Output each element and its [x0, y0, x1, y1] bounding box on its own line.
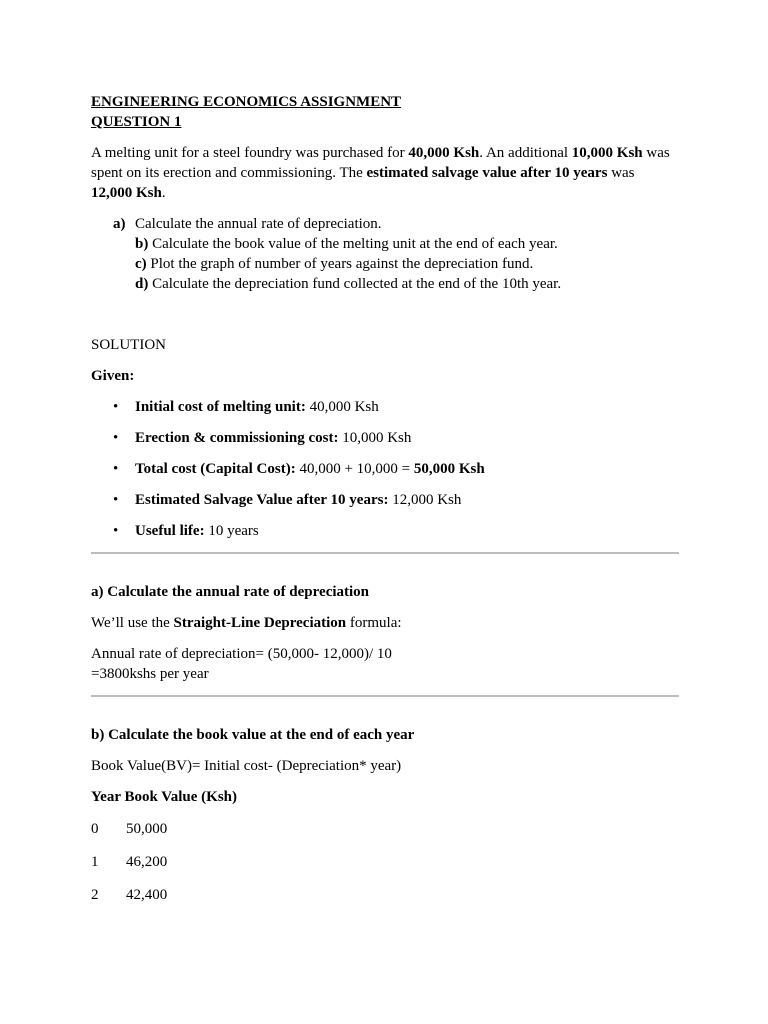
- question-title: QUESTION 1: [91, 114, 182, 130]
- table-cell-value: 42,400: [126, 887, 168, 903]
- horizontal-divider: [91, 695, 679, 697]
- given-label: Erection & commissioning cost:: [135, 430, 339, 446]
- bullet-icon: •: [113, 523, 119, 539]
- intro-salvage-value: 12,000 Ksh: [91, 185, 162, 201]
- intro-text: A melting unit for a steel foundry was purchased for: [91, 145, 409, 161]
- method-text: We’ll use the: [91, 615, 174, 631]
- intro-salvage-label: estimated salvage value after 10 years: [366, 165, 608, 181]
- intro-text: was: [607, 165, 635, 181]
- bullet-icon: •: [113, 492, 119, 508]
- problem-statement: [91, 143, 679, 203]
- method-name: Straight-Line Depreciation: [173, 615, 347, 631]
- question-a-label: a): [113, 216, 126, 232]
- question-d: [135, 274, 679, 294]
- given-label: Useful life:: [135, 523, 205, 539]
- question-c: [135, 254, 679, 274]
- table-header: Year Book Value (Ksh): [91, 789, 238, 805]
- bullet-icon: •: [113, 430, 119, 446]
- given-value: 10,000 Ksh: [338, 430, 412, 446]
- question-c-label: c): [135, 256, 147, 272]
- question-d-label: d): [135, 276, 149, 292]
- intro-text: .: [161, 185, 166, 201]
- part-a-heading: a) Calculate the annual rate of depreciation: [91, 584, 370, 600]
- intro-additional-cost: 10,000 Ksh: [571, 145, 643, 161]
- part-b-heading: b) Calculate the book value at the end of each year: [91, 727, 415, 743]
- intro-purchase-cost: 40,000 Ksh: [408, 145, 480, 161]
- table-row: [91, 885, 679, 905]
- question-b: [135, 234, 679, 254]
- given-value: 40,000 + 10,000 =: [295, 461, 414, 477]
- assignment-title: ENGINEERING ECONOMICS ASSIGNMENT: [91, 94, 402, 110]
- list-item: [91, 521, 679, 541]
- table-row: [91, 819, 679, 839]
- question-list: [91, 214, 679, 294]
- question-b-text: Calculate the book value of the melting unit at the end of each year.: [148, 236, 558, 252]
- list-item: [91, 459, 679, 479]
- table-cell-value: 50,000: [126, 821, 168, 837]
- document-page: [91, 92, 679, 905]
- given-list: [91, 397, 679, 541]
- table-cell-year: 2: [91, 887, 99, 903]
- bullet-icon: •: [113, 399, 119, 415]
- solution-heading: SOLUTION: [91, 337, 166, 353]
- question-a: [135, 214, 679, 234]
- horizontal-divider: [91, 552, 679, 554]
- given-value: 10 years: [204, 523, 259, 539]
- table-cell-year: 0: [91, 821, 99, 837]
- given-label: Total cost (Capital Cost):: [135, 461, 296, 477]
- question-d-text: Calculate the depreciation fund collected at the end of the 10th year.: [148, 276, 562, 292]
- given-value: 40,000 Ksh: [305, 399, 379, 415]
- given-value-bold: 50,000 Ksh: [413, 461, 485, 477]
- table-cell-year: 1: [91, 854, 99, 870]
- table-cell-value: 46,200: [126, 854, 168, 870]
- given-label: Initial cost of melting unit:: [135, 399, 306, 415]
- list-item: [91, 490, 679, 510]
- list-item: [91, 397, 679, 417]
- table-row: [91, 852, 679, 872]
- question-a-text: Calculate the annual rate of depreciation.: [135, 216, 382, 232]
- question-c-text: Plot the graph of number of years against the depreciation fund.: [146, 256, 534, 272]
- part-b-formula: Book Value(BV)= Initial cost- (Depreciation* year): [91, 758, 402, 774]
- question-b-label: b): [135, 236, 149, 252]
- intro-text: spent on its erection and commissioning. The: [91, 165, 367, 181]
- list-item: [91, 428, 679, 448]
- bullet-icon: •: [113, 461, 119, 477]
- given-value: 12,000 Ksh: [388, 492, 462, 508]
- given-heading: Given:: [91, 368, 135, 384]
- part-a-result: =3800kshs per year: [91, 666, 209, 682]
- intro-text: . An additional: [479, 145, 572, 161]
- intro-text: was: [642, 145, 670, 161]
- given-label: Estimated Salvage Value after 10 years:: [135, 492, 389, 508]
- method-text: formula:: [346, 615, 402, 631]
- part-a-formula: Annual rate of depreciation= (50,000- 12,000)/ 10: [91, 646, 392, 662]
- part-a-method: [91, 613, 679, 633]
